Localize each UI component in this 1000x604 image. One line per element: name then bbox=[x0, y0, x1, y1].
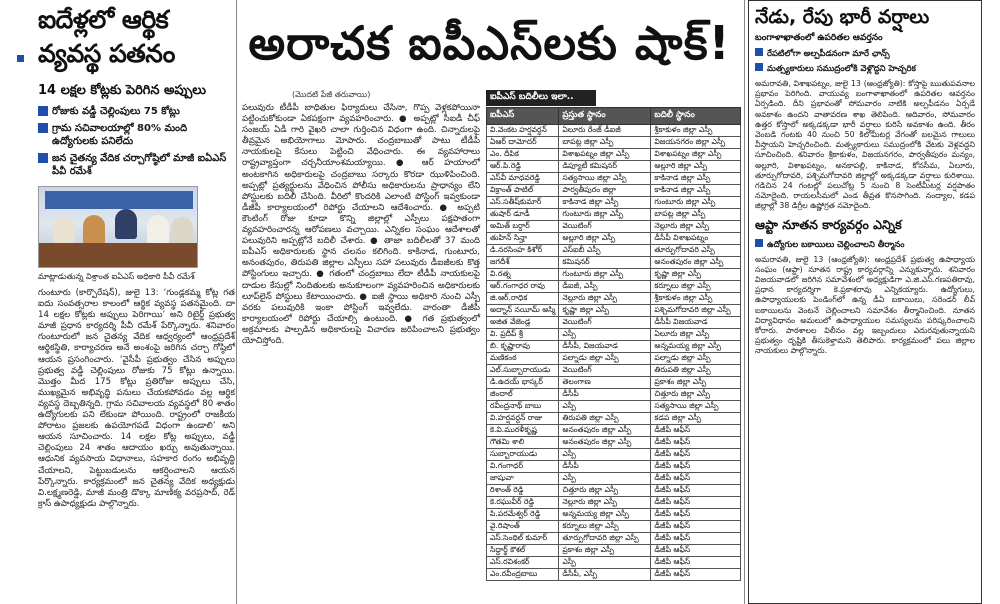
table-row bbox=[487, 509, 741, 521]
table-row bbox=[487, 161, 741, 173]
table-cell: అద్నాన్ నయీమ్ అస్మి bbox=[487, 305, 559, 317]
table-row bbox=[487, 209, 741, 221]
table-row bbox=[487, 233, 741, 245]
column-divider bbox=[236, 0, 237, 604]
table-header: ప్రస్తుత స్థానం bbox=[559, 108, 651, 125]
table-cell: వి.వెంకట హర్షవర్ధన్ bbox=[487, 125, 559, 137]
table-cell: ఎస్పీ bbox=[559, 473, 651, 485]
table-row bbox=[487, 557, 741, 569]
table-cell: సత్యసాయి జిల్లా ఎస్పీ bbox=[651, 401, 741, 413]
bullet-square-icon bbox=[755, 63, 763, 71]
bullet-square-icon bbox=[38, 153, 48, 163]
table-cell: అల్లూరి జిల్లా ఎస్పీ bbox=[559, 233, 651, 245]
table-cell: తుషార్ డూడీ bbox=[487, 209, 559, 221]
table-cell: గౌతమి శాలి bbox=[487, 437, 559, 449]
table-row bbox=[487, 257, 741, 269]
left-headline: ఐదేళ్లలో ఆర్థిక వ్యవస్థ పతనం bbox=[38, 5, 175, 68]
table-cell: జి.ఆర్.రాధిక bbox=[487, 293, 559, 305]
right-bullet bbox=[755, 47, 975, 60]
photo-caption: మాట్లాడుతున్న విశ్రాంత ఐఏఎస్ అధికారి పీవీ రమేశ్ bbox=[38, 272, 195, 281]
table-cell: ఎస్పీ bbox=[559, 557, 651, 569]
table-cell: విజయనగరం జిల్లా ఎస్పీ bbox=[651, 137, 741, 149]
center-article bbox=[238, 0, 741, 604]
right-bullet bbox=[755, 62, 975, 75]
table-cell: డీజీపీ ఆఫీస్ bbox=[651, 509, 741, 521]
left-bullet bbox=[38, 122, 235, 148]
table-row bbox=[487, 353, 741, 365]
table-cell: నెల్లూరు జిల్లా ఎస్పీ bbox=[651, 221, 741, 233]
table-row bbox=[487, 485, 741, 497]
table-cell: డీజీపీ ఆఫీస్ bbox=[651, 449, 741, 461]
table-cell: చిత్తూరు జిల్లా ఎస్పీ bbox=[651, 389, 741, 401]
table-cell: డీజీపీ ఆఫీస్ bbox=[651, 437, 741, 449]
table-cell: ఎం. దీపిక bbox=[487, 149, 559, 161]
table-cell: ఏలూరు రేంజ్ డీఐజీ bbox=[559, 125, 651, 137]
table-cell: రవీంద్రనాథ్ బాబు bbox=[487, 401, 559, 413]
table-cell: శ్రీకాకుళం జిల్లా ఎస్పీ bbox=[651, 293, 741, 305]
left-bullet bbox=[38, 105, 235, 118]
table-cell: అనంతపురం జిల్లా ఎస్పీ bbox=[559, 425, 651, 437]
table-cell: కర్నూలు జిల్లా ఎస్పీ bbox=[651, 281, 741, 293]
table-cell: సిద్ధార్థ్ కౌశల్ bbox=[487, 545, 559, 557]
table-row bbox=[487, 221, 741, 233]
table-cell: వి.గంగాధర్ bbox=[487, 461, 559, 473]
bullet-square-icon bbox=[755, 48, 763, 56]
table-cell: పార్వతీపురం జిల్లా bbox=[559, 185, 651, 197]
table-cell: పి.పరమేశ్వర్ రెడ్డి bbox=[487, 509, 559, 521]
right-body-1: అమరావతి, విశాఖపట్నం, జులై 13 (ఆంధ్రజ్యోతి): కోస్తాపై ఋతుపవనాల ప్రభావం పెరిగింది. వాయువ్య బంగాళాఖాతంలో ఉపరితల ఆవర్తనం ఏర్పడింది. దీని ప్రభావంతో సోమవారం నాటికి అల్పపీడనం ఏర్పడే అవకాశం ఉందని వాతావరణ శాఖ తెలిపింది. ఆదివారం, సోమవారం ఉత్తర కోస్తాలో అక్కడక్కడా భారీ వర్షాలు కురిసే అవకాశం ఉంది. తీరం వెంబడి గంటకు 40 నుంచి 50 కిలోమీటర్ల వేగంతో బలమైన గాలులు వీస్తాయని హెచ్చరించింది. మత్స్యకారులు సముద్రంలోకి వేటకు వెళ్లవద్దని సూచించింది. శనివారం శ్రీకాకుళం, విజయనగరం, పార్వతీపురం మన్యం, అల్లూరి, విశాఖపట్నం, అనకాపల్లి, కాకినాడ, కోనసీమ, ఏలూరు, తూర్పుగోదావరి, పశ్చిమగోదావరి జిల్లాల్లో అక్కడక్కడా వర్షాలు కురిశాయి. గడిచిన 24 గంటల్లో పలుచోట్ల 5 నుంచి 8 సెంటీమీటర్ల వర్షపాతం నమోదైంది. రాయలసీమలో ఎండ తీవ్రత కొనసాగింది. నంద్యాల, కడప జిల్లాల్లో 38 డిగ్రీల ఉష్ణోగ్రత నమోదైంది. bbox=[755, 79, 975, 211]
table-cell: ఆర్.గంగాధర రావు bbox=[487, 281, 559, 293]
table-cell: జగదీశ్ bbox=[487, 257, 559, 269]
table-cell: ఏలూరు జిల్లా ఎస్పీ bbox=[651, 329, 741, 341]
table-cell: ఎస్.సెంథిల్ కుమార్ bbox=[487, 533, 559, 545]
table-cell: అన్నమయ్య జిల్లా ఎస్పీ bbox=[651, 341, 741, 353]
table-row bbox=[487, 305, 741, 317]
table-cell: నెల్లూరు జిల్లా ఎస్పీ bbox=[559, 293, 651, 305]
table-cell: ఎస్ఐబీ ఎస్పీ bbox=[559, 245, 651, 257]
table-cell: తెలంగాణ bbox=[559, 377, 651, 389]
table-cell: సుబ్బారాయుడు bbox=[487, 449, 559, 461]
table-cell: డీజీపీ ఆఫీస్ bbox=[651, 521, 741, 533]
bullet-square-icon bbox=[38, 123, 48, 133]
table-cell: అనంతపురం జిల్లా ఎస్పీ bbox=[651, 257, 741, 269]
table-row bbox=[487, 569, 741, 581]
table-cell: విశాఖపట్నం జిల్లా ఎస్పీ bbox=[651, 149, 741, 161]
table-row bbox=[487, 437, 741, 449]
table-cell: వి.రత్న bbox=[487, 269, 559, 281]
table-cell: అజిత వేజెండ్ల bbox=[487, 317, 559, 329]
table-cell: ప్రకాశం జిల్లా ఎస్పీ bbox=[651, 377, 741, 389]
table-cell: డీసీపీ విశాఖపట్నం bbox=[651, 233, 741, 245]
table-cell: శ్రీకాకుళం జిల్లా ఎస్పీ bbox=[651, 125, 741, 137]
table-row bbox=[487, 521, 741, 533]
table-row bbox=[487, 293, 741, 305]
table-row bbox=[487, 341, 741, 353]
table-cell: గుంటూరు జిల్లా ఎస్పీ bbox=[651, 197, 741, 209]
table-cell: డీసీపీ, ఎస్పీ bbox=[559, 569, 651, 581]
table-cell: కె.వి.మురళీకృష్ణ bbox=[487, 425, 559, 437]
right-body-2: అమరావతి, జులై 13 (ఆంధ్రజ్యోతి): ఆంధ్రప్రదేశ్ ప్రభుత్వ ఉపాధ్యాయ సంఘం (ఆప్టా) నూతన రాష్ట్ర కార్యవర్గాన్ని ఎన్నుకున్నారు. శనివారం విజయవాడలో జరిగిన సమావేశంలో అధ్యక్షుడిగా ఎ.జి.ఎస్.గణపతిరావు, ప్రధాన కార్యదర్శిగా కె.ప్రకాశరావు ఎన్నికయ్యారు. ఉద్యోగులు, ఉపాధ్యాయులకు పెండింగ్‌లో ఉన్న డీఏ బకాయిలు, సరెండర్ లీవ్ బకాయిలను వెంటనే చెల్లించాలని సమావేశం తీర్మానించింది. నూతన విద్యావిధానం అమలులో ఉపాధ్యాయుల సమస్యలను పరిష్కరించాలని కోరారు. పాఠశాలల విలీనం వల్ల ఇబ్బందులు ఎదురవుతున్నాయని ప్రభుత్వం దృష్టికి తీసుకెళ్తామని తెలిపారు. కార్యక్రమంలో పలు జిల్లాల నాయకులు పాల్గొన్నారు. bbox=[755, 254, 975, 356]
table-cell: డి.నరసింహ కిశోర్ bbox=[487, 245, 559, 257]
table-cell: డీజీపీ ఆఫీస్ bbox=[651, 497, 741, 509]
photo-person bbox=[115, 209, 137, 239]
transfer-table bbox=[486, 107, 741, 581]
table-cell: డీసీపీ విజయవాడ bbox=[651, 317, 741, 329]
table-row bbox=[487, 533, 741, 545]
table-cell: గుంటూరు జిల్లా ఎస్పీ bbox=[559, 209, 651, 221]
table-cell: చిత్తూరు జిల్లా ఎస్పీ bbox=[559, 485, 651, 497]
left-bullet-text: జన చైతన్య వేదిక చర్చాగోష్ఠిలో మాజీ ఐఏఎస్ పీవీ రమేశ్ bbox=[52, 153, 227, 177]
right-subhead: బంగాళాఖాతంలో ఉపరితల ఆవర్తనం bbox=[755, 33, 883, 43]
table-row bbox=[487, 413, 741, 425]
table-cell: డీసీపీ, విజయవాడ bbox=[559, 341, 651, 353]
photo-person bbox=[147, 215, 169, 245]
table-cell: ఎం.రవీంద్రబాబు bbox=[487, 569, 559, 581]
table-cell: తుహిన్ సిన్హా bbox=[487, 233, 559, 245]
right-bullet bbox=[755, 238, 975, 251]
table-cell: డీజీపీ ఆఫీస్ bbox=[651, 485, 741, 497]
table-row bbox=[487, 149, 741, 161]
table-cell: అనంతపురం జిల్లా ఎస్పీ bbox=[559, 437, 651, 449]
table-header-row bbox=[487, 108, 741, 125]
table-cell: ఎస్‌వీ మాధవరెడ్డి bbox=[487, 173, 559, 185]
center-body-column bbox=[242, 90, 480, 347]
table-row bbox=[487, 125, 741, 137]
table-cell: వై.రిషాంత్ bbox=[487, 521, 559, 533]
table-cell: గుంటూరు జిల్లా ఎస్పీ bbox=[559, 269, 651, 281]
table-cell: మణికంఠ bbox=[487, 353, 559, 365]
table-row bbox=[487, 245, 741, 257]
event-photo bbox=[38, 186, 198, 268]
left-bullet-text: గ్రామ సచివాలయాల్లో 80% మంది ఉద్యోగులకు పనిలేదు bbox=[52, 123, 188, 147]
table-cell: కడప జిల్లా ఎస్పీ bbox=[651, 413, 741, 425]
table-cell: ఎస్.రవిశంకర్ bbox=[487, 557, 559, 569]
main-headline: అరాచక ఐపీఎస్‌లకు షాక్! bbox=[248, 16, 731, 70]
table-cell: విశాఖపట్నం జిల్లా ఎస్పీ bbox=[559, 149, 651, 161]
table-cell: ఆర్.పి.రెడ్డి bbox=[487, 161, 559, 173]
photo-banner bbox=[45, 191, 193, 209]
table-cell: పశ్చిమగోదావరి జిల్లా ఎస్పీ bbox=[651, 305, 741, 317]
table-title: ఐపీఎస్ బదిలీలు ఇలా.. bbox=[486, 90, 596, 106]
table-cell: ఎస్పీ bbox=[559, 449, 651, 461]
table-cell: ఎస్పీ bbox=[559, 401, 651, 413]
table-cell: ఏఆర్ దామోదర్ bbox=[487, 137, 559, 149]
table-row bbox=[487, 401, 741, 413]
table-cell: డి.ఉదయ్ భాస్కర్ bbox=[487, 377, 559, 389]
table-row bbox=[487, 497, 741, 509]
table-cell: కమిషనర్ bbox=[559, 257, 651, 269]
table-cell: బాపట్ల జిల్లా ఎస్పీ bbox=[559, 137, 651, 149]
left-bullet-text: రోజుకు వడ్డీ చెల్లింపులు 75 కోట్లు bbox=[52, 106, 180, 117]
table-header: ఐపీఎస్ bbox=[487, 108, 559, 125]
continued-label: (మొదటి పేజీ తరువాయి) bbox=[292, 90, 371, 99]
page-marker-icon bbox=[17, 55, 24, 62]
table-row bbox=[487, 173, 741, 185]
table-cell: జిందాల్ bbox=[487, 389, 559, 401]
table-cell: కాకినాడ జిల్లా ఎస్పీ bbox=[651, 173, 741, 185]
table-header: బదిలీ స్థానం bbox=[651, 108, 741, 125]
table-row bbox=[487, 137, 741, 149]
right-subhead-2: ఉద్యోగుల బకాయిలు చెల్లించాలని తీర్మానం bbox=[767, 238, 905, 249]
transfer-table-block bbox=[486, 90, 741, 581]
table-cell: డీజీపీ ఆఫీస్ bbox=[651, 533, 741, 545]
bullet-square-icon bbox=[38, 106, 48, 116]
column-divider bbox=[744, 0, 745, 604]
table-row bbox=[487, 197, 741, 209]
table-cell: డీజీపీ ఆఫీస్ bbox=[651, 461, 741, 473]
table-cell: బి. కృష్ణారావు bbox=[487, 341, 559, 353]
table-cell: ఎల్.సుబ్బారాయుడు bbox=[487, 365, 559, 377]
table-cell: డీసీపీ bbox=[559, 461, 651, 473]
table-cell: పల్నాడు జిల్లా ఎస్పీ bbox=[559, 353, 651, 365]
table-cell: ఎస్పీ bbox=[559, 329, 651, 341]
table-cell: తూర్పుగోదావరి జిల్లా ఎస్పీ bbox=[559, 533, 651, 545]
photo-person bbox=[83, 215, 105, 245]
table-cell: కర్నూలు జిల్లా ఎస్పీ bbox=[559, 521, 651, 533]
table-cell: డీజీపీ ఆఫీస్ bbox=[651, 473, 741, 485]
table-row bbox=[487, 449, 741, 461]
table-cell: తూర్పుగోదావరి ఎస్పీ bbox=[651, 245, 741, 257]
table-cell: వి. ప్రదీప్ శ్రీ bbox=[487, 329, 559, 341]
right-bullet-text: రేపటిలోగా అల్పపీడనంగా మారే ఛాన్స్ bbox=[767, 48, 890, 58]
table-cell: అన్నమయ్య జిల్లా ఎస్పీ bbox=[559, 509, 651, 521]
table-cell: ప్రకాశం జిల్లా ఎస్పీ bbox=[559, 545, 651, 557]
left-subhead: 14 లక్షల కోట్లకు పెరిగిన అప్పులు bbox=[38, 83, 206, 98]
table-row bbox=[487, 545, 741, 557]
table-cell: డీసీపీ bbox=[559, 389, 651, 401]
right-headline: నేడు, రేపు భారీ వర్షాలు bbox=[755, 6, 930, 28]
table-cell: ఎస్.సతీష్‌కుమార్ bbox=[487, 197, 559, 209]
table-row bbox=[487, 329, 741, 341]
table-row bbox=[487, 425, 741, 437]
bullet-square-icon bbox=[755, 239, 763, 247]
table-row bbox=[487, 281, 741, 293]
table-cell: డీజీపీ ఆఫీస్ bbox=[651, 557, 741, 569]
table-cell: కాకినాడ జిల్లా ఎస్పీ bbox=[651, 185, 741, 197]
table-row bbox=[487, 317, 741, 329]
table-row bbox=[487, 185, 741, 197]
right-bullet-text: మత్స్యకారులు సముద్రంలోకి వెళ్లొద్దని హెచ్చరిక bbox=[767, 63, 916, 73]
left-body: గుంటూరు (కార్పొరేషన్), జులై 13: ‘గుండ్లకమ్మ కోట్ల గత ఐదు సంవత్సరాల కాలంలో ఆర్థిక వ్యవస్థ పతనమైంది. దా 14 లక్షల కోట్లకు అప్పులు పెరిగాయి’ అని రిటైర్డ్ ప్రభుత్వ మాజీ ప్రధాన కార్యదర్శి పీవీ రమేశ్ పేర్కొన్నారు. శనివారం గుంటూరులో జన చైతన్య వేదిక ఆధ్వర్యంలో ఆంధ్రప్రదేశ్ ఆర్థికస్థితి, కార్యాచరణ అనే అంశంపై జరిగిన చర్చా గోష్ఠిలో ఆయన ప్రసంగించారు. ‘వైసీపీ ప్రభుత్వం చేసిన అప్పులు ప్రభుత్వ వడ్డీ చెల్లింపులు రోజుకు 75 కోట్లు ఉన్నాయి. మొత్తం మీద 175 కోట్లు ప్రతిరోజు అప్పులు చేసి, ముఖ్యమైన అభివృద్ధి పనులు చేయకపోవడం వల్ల ఆర్థిక వ్యవస్థ దెబ్బతిన్నది. గ్రామ సచివాలయ వ్యవస్థలో 80 శాతం ఉద్యోగులకు పని లేకుండా పోయింది. రాష్ట్రంలో రాజకీయ పోరాటం ప్రజలకు ఉపయోగపడే విధంగా ఉండాలి’ అని ఆయన సూచించారు. 14 లక్షల కోట్ల అప్పులు, వడ్డీ చెల్లింపులు 24 శాతం ఆదాయం ఖర్చు అవుతున్నాయి. ఆధునిక వ్యవసాయ విధానాలు, సహకార రంగం అభివృద్ధి చేయాలని, పెట్టుబడులను ఆకర్షించాలని ఆయన పేర్కొన్నారు. కార్యక్రమంలో జన చైతన్య వేదిక అధ్యక్షుడు వి.లక్ష్మణరెడ్డి, మాజీ మంత్రి డొక్కా మాణిక్య వరప్రసాద్, రెడ్ క్రాస్ ఉపాధ్యక్షుడు పాల్గొన్నారు. bbox=[38, 288, 235, 509]
table-row bbox=[487, 473, 741, 485]
table-cell: డీజీపీ ఆఫీస్ bbox=[651, 569, 741, 581]
table-cell: కృష్ణా జిల్లా ఎస్పీ bbox=[651, 269, 741, 281]
table-cell: తిరుపతి జిల్లా ఎస్పీ bbox=[651, 365, 741, 377]
table-row bbox=[487, 389, 741, 401]
table-row bbox=[487, 377, 741, 389]
center-body: పలువురు టీడీపీ బాధితుల ఫిర్యాదులు చేసినా, గొప్ప వెళ్లకపోయినా పట్టించుకోకుండా ఏకపక్షంగా వ్యవహరించారు. ● అప్పట్లో సీఐడీ చీఫ్ సంజయ్ ఏడీ గారి వైఖరి చాలా గుర్తించిన విధంగా ఉంది. చిన్నారులపై తీవ్రమైన అభియోగాలు మోపారు. చంద్రబాబుతో పాటు టీడీపీ నాయకులపై కేసులు పెట్టించి వేధించారు. ఈ వ్యవహారాలు రాష్ట్రవ్యాప్తంగా చర్చనీయాంశమయ్యాయి. ● ఆర్ హయాంలో అంటకాగిన అధికారులపై చంద్రబాబు సర్కారు కొరడా ఝుళిపించింది. అప్పట్లో ప్రత్యర్థులను వేధించిన పోలీసు అధికారులను ప్రాధాన్యం లేని పోస్టులకు బదిలీ చేసింది. వీరిలో కొందరికి ఎలాంటి పోస్టింగ్ ఇవ్వకుండా డీజీపీ కార్యాలయంలో రిపోర్టు చేయాలని ఆదేశించారు. ● అప్పటి కౌంటింగ్ రోజు కూడా కొన్ని జిల్లాల్లో ఎస్పీలు పక్షపాతంగా వ్యవహరించారన్న ఆరోపణలు వచ్చాయి. ఎన్నికల సంఘం ఆదేశాలతో పలువురిని అప్పట్లోనే బదిలీ చేశారు. ● తాజా బదిలీలతో 37 మంది ఐపీఎస్ అధికారులకు స్థాన చలనం కలిగింది. కాకినాడ, గుంటూరు, అనంతపురం, తిరుపతి జిల్లాల ఎస్పీలు సహా పలువురు డీఐజీలకు కొత్త పోస్టింగులు ఇచ్చారు. ● గతంలో చంద్రబాబు లేదా టీడీపీ నాయకులపై దాడుల కేసుల్లో నిందితులకు అనుకూలంగా వ్యవహరించిన అధికారులకు లూప్‌లైన్ పోస్టులు కేటాయించారు. ● ఐజీ స్థాయి అధికారి నుంచి ఎస్పీ వరకు పలువురికి ఇంకా పోస్టింగ్ ఇవ్వలేదు. వారంతా డీజీపీ కార్యాలయంలో రిపోర్టు చేయాల్సి ఉంటుంది. ● గత ప్రభుత్వంలో అక్రమాలకు పాల్పడిన అధికారులపై విచారణ జరిపించాలని ప్రభుత్వం యోచిస్తోంది. bbox=[242, 103, 480, 346]
table-row bbox=[487, 365, 741, 377]
table-cell: వెయిటింగ్ bbox=[559, 317, 651, 329]
table-row bbox=[487, 269, 741, 281]
table-cell: కె.రఘువీర్ రెడ్డి bbox=[487, 497, 559, 509]
left-bullet bbox=[38, 152, 235, 178]
table-cell: అమిత్ బర్దార్ bbox=[487, 221, 559, 233]
table-cell: డిప్యూటీ కమిషనర్ bbox=[559, 161, 651, 173]
table-cell: డీజీపీ ఆఫీస్ bbox=[651, 425, 741, 437]
table-cell: డీజీపీ ఆఫీస్ bbox=[651, 545, 741, 557]
table-cell: వెయిటింగ్ bbox=[559, 365, 651, 377]
table-cell: కాకినాడ జిల్లా ఎస్పీ bbox=[559, 197, 651, 209]
photo-table bbox=[39, 243, 198, 268]
table-cell: నెల్లూరు జిల్లా ఎస్పీ bbox=[559, 497, 651, 509]
table-row bbox=[487, 461, 741, 473]
table-cell: వెయిటింగ్ bbox=[559, 221, 651, 233]
table-cell: అల్లూరి జిల్లా ఎస్పీ bbox=[651, 161, 741, 173]
table-cell: రిశాంత్ రెడ్డి bbox=[487, 485, 559, 497]
table-cell: తిరుపతి జిల్లా ఎస్పీ bbox=[559, 413, 651, 425]
table-cell: డీఐజీ, ఎస్పీ bbox=[559, 281, 651, 293]
table-cell: కృష్ణా జిల్లా ఎస్పీ bbox=[559, 305, 651, 317]
table-cell: పల్నాడు జిల్లా ఎస్పీ bbox=[651, 353, 741, 365]
table-cell: బాపట్ల జిల్లా ఎస్పీ bbox=[651, 209, 741, 221]
right-headline-2: ఆప్టా నూతన కార్యవర్గం ఎన్నిక bbox=[755, 216, 902, 232]
table-cell: జాషువా bbox=[487, 473, 559, 485]
table-cell: సత్యసాయి జిల్లా ఎస్పీ bbox=[559, 173, 651, 185]
right-article bbox=[748, 0, 982, 604]
left-article bbox=[38, 0, 235, 604]
table-cell: విక్రాంత్ పాటిల్ bbox=[487, 185, 559, 197]
table-cell: వి.హర్షవర్ధన్ రాజు bbox=[487, 413, 559, 425]
